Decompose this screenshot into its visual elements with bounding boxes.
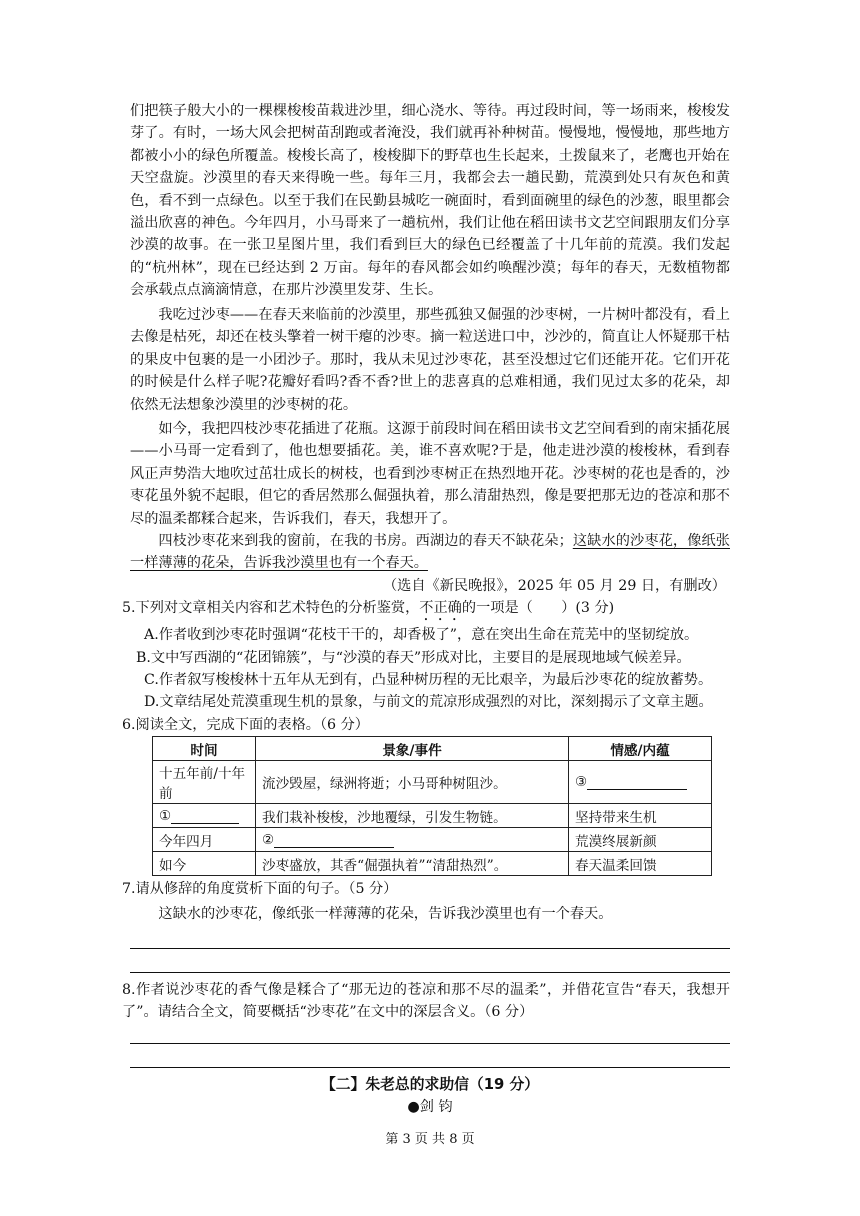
blank-label: ① xyxy=(159,807,172,824)
table-header-emotion: 情感/内蕴 xyxy=(569,737,712,761)
answer-blank[interactable] xyxy=(274,833,394,848)
answer-blank[interactable] xyxy=(171,809,239,824)
table-cell: 坚持带来生机 xyxy=(569,804,712,828)
table-cell: 我们栽补梭梭，沙地覆绿，引发生物链。 xyxy=(256,804,569,828)
table-cell-blank-3[interactable] xyxy=(569,761,712,804)
q5-option-b: B.文中写西湖的“花团锦簇”，与“沙漠的春天”形成对比，主要目的是展现地域气候差异。 xyxy=(136,649,691,666)
table-cell: 荒漠终展新颜 xyxy=(569,828,712,852)
table-cell: 流沙毁屋，绿洲将逝；小马哥种树阻沙。 xyxy=(256,761,569,804)
blank-label: ② xyxy=(262,831,275,848)
q5-option-d: D.文章结尾处荒漠重现生机的景象，与前文的荒凉形成强烈的对比，深刻揭示了文章主题。 xyxy=(144,694,713,711)
q5-stem-b: 的一项是（ ）(3 分) xyxy=(461,600,615,617)
article-paragraph-2: 我吃过沙枣——在春天来临前的沙漠里，那些孤独又倔强的沙枣树，一片树叶都没有，看上去像是枯死，却还在枝头擎着一树干瘪的沙枣。摘一粒送进口中，沙沙的，简直让人怀疑那干枯的果皮中包裹的是一小团沙子。那时，我从未见过沙枣花，甚至没想过它们还能开花。它们开花的时候是什么样子呢?花瓣好看吗?香不香?世上的悲喜真的总难相通，我们见过太多的花朵，却依然无法想象沙漠里的沙枣树的花。 xyxy=(130,307,730,413)
article-source: （选自《新民晚报》，2025 年 05 月 29 日，有删改） xyxy=(382,577,726,594)
answer-line[interactable] xyxy=(130,1042,730,1044)
paragraph-4-plain: 四枝沙枣花来到我的窗前，在我的书房。西湖边的春天不缺花朵； xyxy=(158,533,573,549)
answer-line[interactable] xyxy=(130,1066,730,1068)
q5-option-c: C.作者叙写梭梭林十五年从无到有，凸显种树历程的无比艰辛，为最后沙枣花的绽放蓄势。 xyxy=(144,672,713,689)
question-7-sentence: 这缺水的沙枣花，像纸张一样薄薄的花朵，告诉我沙漠里也有一个春天。 xyxy=(158,905,613,922)
table-header-scene: 景象/事件 xyxy=(256,737,569,761)
table-cell-blank-1[interactable] xyxy=(153,804,256,828)
table-header-time: 时间 xyxy=(153,737,256,761)
question-5-stem xyxy=(122,597,730,624)
article-paragraph-1: 们把筷子般大小的一棵棵梭梭苗栽进沙里，细心浇水、等待。再过段时间，等一场雨来，梭梭发芽了。有时，一场大风会把树苗刮跑或者淹没，我们就再补种树苗。慢慢地，慢慢地，那些地方都被小小的绿色所覆盖。梭梭长高了，梭梭脚下的野草也生长起来，土拨鼠来了，老鹰也开始在天空盘旋。沙漠里的春天来得晚一些。每年三月，我都会去一趟民勤，荒漠到处只有灰色和黄色，看不到一点绿色。以至于我们在民勤县城吃一碗面时，看到面碗里的绿色的沙葱，眼里都会溢出欣喜的神色。今年四月，小马哥来了一趟杭州，我们让他在稻田读书文艺空间跟朋友们分享沙漠的故事。在一张卫星图片里，我们看到巨大的绿色已经覆盖了十几年前的荒漠。我们发起的“杭州林”，现在已经达到 2 万亩。每年的春风都会如约唤醒沙漠；每年的春天，无数植物都会承载点点滴滴情意，在那片沙漠里发芽、生长。 xyxy=(130,103,730,299)
answer-blank[interactable] xyxy=(587,775,687,790)
question-8-stem: 8.作者说沙枣花的香气像是糅合了“那无边的苍凉和那不尽的温柔”，并借花宣告“春天，我想开了”。请结合全文，简要概括“沙枣花”在文中的深层含义。（6 分） xyxy=(122,982,730,1021)
answer-line[interactable] xyxy=(130,971,730,973)
question-6-stem: 6.阅读全文，完成下面的表格。（6 分） xyxy=(122,716,369,733)
table-row xyxy=(153,852,712,876)
q5-stem-a: 5.下列对文章相关内容和艺术特色的分析鉴赏， xyxy=(122,600,420,617)
table-cell: 春天温柔回馈 xyxy=(569,852,712,876)
table-header-row xyxy=(153,737,712,761)
section-title: 【二】朱老总的求助信（19 分） xyxy=(320,1075,540,1093)
table-cell: 如今 xyxy=(153,852,256,876)
table-cell: 沙枣盛放，其香“倔强执着”“清甜热烈”。 xyxy=(256,852,569,876)
table-cell: 十五年前/十年前 xyxy=(153,761,256,804)
page-content xyxy=(122,100,730,1118)
page-footer: 第 3 页 共 8 页 xyxy=(385,1132,475,1147)
article-paragraph-4 xyxy=(130,530,730,575)
section-author: ●剑 钧 xyxy=(407,1098,453,1115)
underlined-sentence: 这缺水的沙枣花，像纸张一样薄薄的花朵，告诉我沙漠里也有一个春天。 xyxy=(130,533,730,572)
q5-emphasis: 不正确 xyxy=(419,600,462,617)
table-row xyxy=(153,804,712,828)
table-cell: 今年四月 xyxy=(153,828,256,852)
q5-option-a: A.作者收到沙枣花时强调“花枝干干的，却香极了”，意在突出生命在荒芜中的坚韧绽放。 xyxy=(144,627,699,644)
question-6-table xyxy=(152,736,712,876)
table-row xyxy=(153,828,712,852)
blank-label: ③ xyxy=(575,774,588,791)
answer-line[interactable] xyxy=(130,947,730,949)
question-7-stem: 7.请从修辞的角度赏析下面的句子。（5 分） xyxy=(122,881,398,898)
table-row xyxy=(153,761,712,804)
article-paragraph-3: 如今，我把四枝沙枣花插进了花瓶。这源于前段时间在稻田读书文艺空间看到的南宋插花展——小马哥一定看到了，他也想要插花。美，谁不喜欢呢?于是，他走进沙漠的梭梭林，看到春风正声势浩大地吹过茁壮成长的树枝，也看到沙枣树正在热烈地开花。沙枣树的花也是香的，沙枣花虽外貌不起眼，但它的香居然那么倔强执着，那么清甜热烈，像是要把那无边的苍凉和那不尽的温柔都糅合起来，告诉我们，春天，我想开了。 xyxy=(130,421,730,527)
table-cell-blank-2[interactable] xyxy=(256,828,569,852)
